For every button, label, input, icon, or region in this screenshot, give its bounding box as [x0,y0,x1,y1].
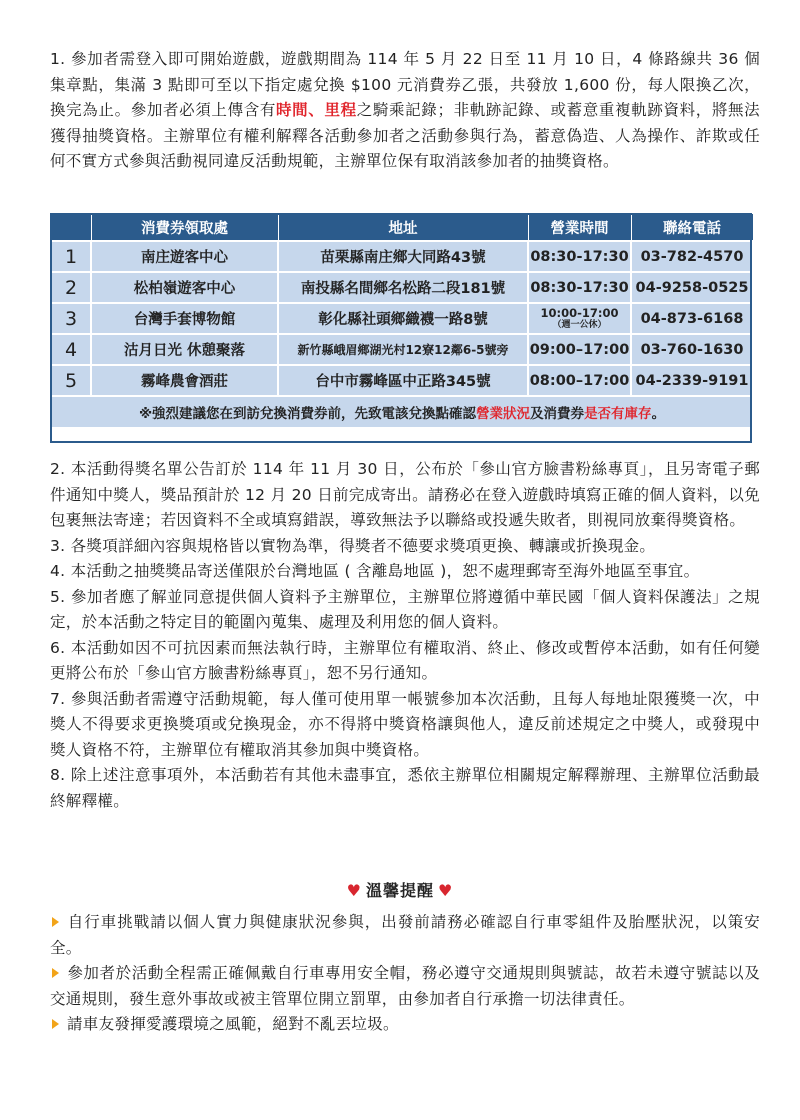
location-address: 苗栗縣南庄鄉大同路43號 [278,241,528,272]
table-row [51,303,753,334]
note-highlight-status: 營業狀況 [476,406,531,422]
tip-item [50,961,760,1012]
rule-3-paragraph: 3. 各獎項詳細內容與規格皆以實物為準，得獎者不德要求獎項更換、轉讓或折換現金。 [50,536,656,555]
location-address: 台中市霧峰區中正路345號 [278,365,528,396]
business-hours-note: （週一公休） [552,319,607,330]
tip-item [50,1012,760,1038]
col-header-location: 消費券領取處 [91,214,278,242]
note-text-a: ※強烈建議您在到訪兌換消費券前，先致電該兌換點確認 [138,406,477,422]
col-header-phone: 聯絡電話 [631,214,753,242]
phone-number: 04-9258-0525 [631,272,753,303]
tip-text: 參加者於活動全程需正確佩戴自行車專用安全帽，務必遵守交通規則與號誌，故若未遵守號誌以及交通規則，發生意外事故或被主管單位開立罰單，由參加者自行承擔一切法律責任。 [50,964,760,1008]
rule-4-paragraph: 4. 本活動之抽獎獎品寄送僅限於台灣地區 ( 含離島地區 )，恕不處理郵寄至海外地區至事宜。 [50,562,700,580]
location-address: 新竹縣峨眉鄉湖光村12寮12鄰6-5號旁 [278,334,528,365]
rules-list [50,457,760,814]
location-name: 南庄遊客中心 [91,241,278,272]
rule-1-text-b: 之騎乘記錄；非軌跡記錄、或蓄意重複軌跡資料，將無法獲得抽獎資格。主辦單位有權利解釋各活動參加者之活動參與行為，蓄意偽造、人為操作、詐欺或任何不實方式參與活動視同違反活動規範，主辦單位保有取消該參加者的抽獎資格。 [50,101,760,170]
tip-text: 請車友發揮愛護環境之風範，絕對不亂丟垃圾。 [67,1015,399,1033]
rule-7-paragraph: 7. 參與活動者需遵守活動規範，每人僅可使用單一帳號參加本次活動，且每人每地址限獲獎一次，中獎人不得要求更換獎項或兌換現金，亦不得將中獎資格讓與他人，違反前述規定之中獎人，或發現中獎人資格不符，主辦單位有權取消其參加與中獎資格。 [50,689,760,759]
business-hours: 08:30-17:30 [528,241,631,272]
col-header-no [51,214,91,242]
row-number: 2 [51,272,91,303]
tip-item [50,910,760,961]
rule-5-paragraph: 5. 參加者應了解並同意提供個人資料予主辦單位，主辦單位將遵循中華民國「個人資料保護法」之規定，於本活動之特定目的範圍內蒐集、處理及利用您的個人資料。 [50,587,760,631]
table-note [51,396,753,428]
business-hours: 08:00–17:00 [528,365,631,396]
row-number: 4 [51,334,91,365]
col-header-hours: 營業時間 [528,214,631,242]
table-note-row [51,396,753,428]
location-name: 霧峰農會酒莊 [91,365,278,396]
tip-text: 自行車挑戰請以個人實力與健康狀況參與，出發前請務必確認自行車零組件及胎壓狀況，以策安全。 [50,913,760,957]
business-hours: 08:30-17:30 [528,272,631,303]
note-text-c: 。 [651,406,666,422]
phone-number: 04-873-6168 [631,303,753,334]
business-hours [528,303,631,334]
note-text-b: 及消費券 [530,406,585,422]
business-hours: 09:00–17:00 [528,334,631,365]
location-name: 沽月日光 休憩聚落 [91,334,278,365]
row-number: 5 [51,365,91,396]
table-row [51,241,753,272]
location-name: 台灣手套博物館 [91,303,278,334]
location-name: 松柏嶺遊客中心 [91,272,278,303]
note-highlight-stock: 是否有庫存 [584,406,652,422]
triangle-bullet-icon [52,917,59,927]
rule-1-paragraph [50,47,760,175]
business-hours-value: 10:00-17:00 [540,305,619,320]
rule-2-paragraph: 2. 本活動得獎名單公告訂於 114 年 11 月 30 日，公布於「參山官方臉書粉絲專頁」，且另寄電子郵件通知中獎人，獎品預計於 12 月 20 日前完成寄出。請務必在登入遊戲時填寫正確的個人資料，以免包裹無法寄達；若因資料不全或填寫錯誤，導致無法予以聯絡或投遞失敗者，則視同放棄得獎資格。 [50,460,760,529]
tips-title-text: 溫馨提醒 [365,881,434,900]
table-row [51,365,753,396]
phone-number: 03-760-1630 [631,334,753,365]
row-number: 3 [51,303,91,334]
redemption-locations-table [50,213,752,429]
col-header-address: 地址 [278,214,528,242]
location-address: 彰化縣社頭鄉織襪一路8號 [278,303,528,334]
phone-number: 04-2339-9191 [631,365,753,396]
tips-list [50,910,760,1038]
table-header-row [51,214,753,242]
location-address: 南投縣名間鄉名松路二段181號 [278,272,528,303]
triangle-bullet-icon [52,1019,59,1029]
rule-8-paragraph: 8. 除上述注意事項外，本活動若有其他未盡事宜，悉依主辦單位相關規定解釋辦理、主辦單位活動最終解釋權。 [50,766,760,810]
table-row [51,272,753,303]
rule-6-paragraph: 6. 本活動如因不可抗因素而無法執行時，主辦單位有權取消、終止、修改或暫停本活動，如有任何變更將公布於「參山官方臉書粉絲專頁」，恕不另行通知。 [50,638,760,682]
rule-1-highlight: 時間、里程 [276,101,357,119]
table-row [51,334,753,365]
heart-icon: ♥ [438,881,454,900]
heart-icon: ♥ [346,881,362,900]
row-number: 1 [51,241,91,272]
rule-1-text-a: 1. 參加者需登入即可開始遊戲，遊戲期間為 114 年 5 月 22 日至 11 月 10 日，4 條路線共 36 個集章點，集滿 3 點即可至以下指定處兌換 $100 元消費券乙張，共發放 1,600 份，每人限換乙次，換完為止。參加者必須上傳含有 [50,50,760,119]
triangle-bullet-icon [52,968,59,978]
tips-heading [0,878,800,901]
phone-number: 03-782-4570 [631,241,753,272]
